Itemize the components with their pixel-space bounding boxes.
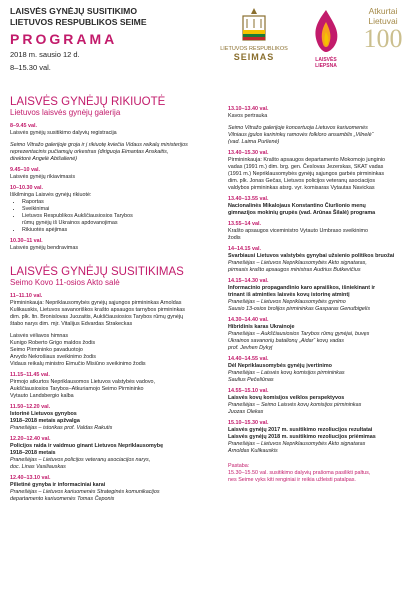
time-slot: 10.30–11 val. xyxy=(10,238,43,244)
item-text: Kavos pertrauka xyxy=(228,113,268,119)
item-text: Pirmininkauja: Nepriklausomybės gynėjų sąjungos pirmininkas Arnoldas Kulikauskis, Lietuvos savanoriškos krašto apsaugos tarnybos pirmininkas dim. plk. ltn. Bronislovas Juozaitis, Aukščiausiosios Tarybos rūmų gynėjų štabo narys dim. mjr. Vitalijus Edvardas Strakeckas xyxy=(10,300,185,327)
speaker: Pranešėjas – Lietuvos policijos veteranų asociacijos narys, doc. Linas Vasiliauskas xyxy=(10,457,151,470)
time-slot: 12.20–12.40 val. xyxy=(10,436,51,442)
logos xyxy=(218,6,408,78)
time-slot: 15.10–15.30 val. xyxy=(228,420,269,426)
right-column xyxy=(228,106,410,484)
time-slot: 11.15–11.45 val. xyxy=(10,372,50,378)
time-slot: 13.40–13.55 val. xyxy=(228,196,269,202)
title-line-2: LIETUVOS RESPUBLIKOS SEIME xyxy=(10,17,147,27)
time-slot: 10–10.30 val. xyxy=(10,185,43,191)
time-slot: 13.40–15.30 val. xyxy=(228,150,269,156)
talk-title: Laisvės gynėjų 2017 m. susitikimo rezoliucijos rezultatai Laisvės gynėjų 2018 m. susitikimo rezoliucijos priėmimas xyxy=(228,427,376,440)
time-slot: 12.40–13.10 val. xyxy=(10,475,51,481)
item-note: Seimo Vitražo galerijoje koncertuoja Lietuvos kariuomenės Vilniaus įgulos karininkų ramovės folkloro ansamblis „Vilnelė“ (vad. Laima Purlienė) xyxy=(228,125,374,145)
time-slot: 13.55–14 val. xyxy=(228,221,261,227)
talk-title: Policijos raida ir vaidmuo ginant Lietuvos Nepriklausomybę 1918–2018 metais xyxy=(10,443,164,456)
talk-title: Svarbiausi Lietuvos valstybės gynybai užsienio politikos bruožai xyxy=(228,253,395,259)
time-slot: 14.40–14.55 val. xyxy=(228,356,269,362)
title-line-1: LAISVĖS GYNĖJŲ SUSITIKIMO xyxy=(10,6,138,16)
time-slot: 14.15–14.30 val. xyxy=(228,278,269,284)
atkurtai-line-1: Atkurtai xyxy=(368,6,398,16)
time-slot: 14–14.15 val. xyxy=(228,246,261,252)
time-slot: 13.10–13.40 val. xyxy=(228,106,269,112)
speaker: Pranešėjas – istorikas prof. Valdas Rakutis xyxy=(10,425,113,431)
left-column xyxy=(10,96,215,503)
seimas-emblem-icon xyxy=(239,6,269,42)
list-item: • Raportas xyxy=(22,199,215,206)
section-2-title: LAISVĖS GYNĖJŲ SUSITIKIMAS xyxy=(10,266,184,278)
atkurtai-100: 100 xyxy=(363,24,403,53)
event-date: 2018 m. sausio 12 d. xyxy=(10,50,80,59)
talk-title: Laisvės kovų komisijos veiklos perspektyvos xyxy=(228,395,345,401)
item-text: Laisvės gynėjų bendravimas xyxy=(10,245,79,251)
atkurtai-line-2: Lietuvai xyxy=(368,16,398,26)
item-text: Krašto apsaugos viceministro Vytauto Umbraso sveikinimo žodis xyxy=(228,228,369,241)
time-slot: 11–11.10 val. xyxy=(10,293,43,299)
list-item: • Sveikinimai xyxy=(22,206,215,213)
item-text: Pirmojo atkurtos Nepriklausomos Lietuvos valstybės vadovo, Aukščiausiosios Tarybos–Atkuriamojo Seimo Pirmininko Vytauto Landsbergio kalba xyxy=(10,379,156,399)
speaker: Pranešėjas – Seimo Laisvės kovų komisijos pirmininkas Juozas Olekas xyxy=(228,402,362,415)
item-text: Pirmininkauja: Krašto apsaugos departamento Mokomojo junginio vadas (1991 m.) dim. brg. gen. Česlovas Jezerskas, SKAT vadas (1991 m.) Nepriklausomybės gynėjų sąjungos garbės pirmininkas dim. plk. Jonas Gečas, Lietuvos policijos veteranų asociacijos valdybos pirmininkas atsrg. vyr. komisaras Vytautas Navickas xyxy=(228,157,386,191)
item-text: Laisvės gynėjų susitikimo dalyvių registracija xyxy=(10,130,117,136)
section-1-subtitle: Lietuvos laisvės gynėjų galerija xyxy=(10,108,121,117)
speaker: Pranešėjas – Aukščiausiosios Tarybos rūmų gynėjai, buvęs Ukrainos savanorių batalionų „Aidar“ kovų vadas prof. Jevhen Dykyj xyxy=(228,331,370,351)
speaker: Pranešėjas – Lietuvos Nepriklausomybės gynimo Sausio 13-osios brolijos pirmininkas Gasparas Genutbigelis xyxy=(228,299,371,312)
rikiuote-list xyxy=(10,199,215,234)
header xyxy=(10,6,210,72)
time-slot: 14.30–14.40 val. xyxy=(228,317,269,323)
atkurtai-lietuvai-logo xyxy=(356,6,410,52)
seimas-logo xyxy=(218,6,290,62)
talk-title: Dėl Nepriklausomybės gynėjų įvertinimo xyxy=(228,363,332,369)
liepsna-logo xyxy=(306,8,346,69)
footnote: Pastaba: 15.30–15.50 val. susitikimo dalyvių prašoma pasilikti paltus, nes Seime vyks kiti renginiai ir reikia užleisti patalpas. xyxy=(228,463,371,483)
time-slot: 9.45–10 val. xyxy=(10,167,40,173)
item-text: Laisvės vėliavos himnas Kunigo Roberto Grigo maldos žodis Seimo Pirmininko pavaduotojo Arvydo Nekrošiaus sveikinimo žodis Vidaus reikalų ministro Eimučio Misiūno sveikinimo žodis xyxy=(10,333,146,367)
list-item: • Lietuvos Respublikos Aukščiausiosios Tarybos rūmų gynėjų iš Ukrainos apdovanojimas xyxy=(22,213,215,227)
speaker: Pranešėjas – Lietuvos kariuomenės Strateginės komunikacijos departamento kariuomenės Tomas Čeponis xyxy=(10,489,160,502)
time-slot: 11.50–12.20 val. xyxy=(10,404,51,410)
item-text: Iškilminga Laisvės gynėjų rikiuotė: xyxy=(10,192,92,198)
section-1-title: LAISVĖS GYNĖJŲ RIKIUOTĖ xyxy=(10,96,166,108)
speaker: Pranešėjas – Lietuvos Nepriklausomybės Akto signataras, pirmasis krašto apsaugos ministras Audrius Butkevičius xyxy=(228,260,367,273)
speaker: Pranešėjas – Laisvės kovų komisijos pirmininkas Saulius Pečeliūnas xyxy=(228,370,345,383)
event-time: 8–15.30 val. xyxy=(10,62,51,72)
programa-heading: PROGRAMA xyxy=(10,31,118,47)
talk-title: Informacinio propagandinio karo apraiškos, išniekinant ir trinant iš atminties laisvės kovų istorinę atmintį xyxy=(228,285,376,298)
talk-title: Hibridinis karas Ukrainoje xyxy=(228,324,295,330)
list-item: • Rikiuotės apėjimas xyxy=(22,227,215,234)
talk-title: Istorinė Lietuvos gynybos 1918–2018 metais apžvalga xyxy=(10,411,80,424)
item-text: Laisvės gynėjų rikiavimasis xyxy=(10,174,76,180)
section-2-subtitle: Seimo Kovo 11-osios Akto salė xyxy=(10,278,120,287)
flame-icon xyxy=(309,8,343,54)
talk-title: Nacionalinės Mikalojaus Konstantino Čiurlionio menų gimnazijos mokinių grupės (vad. Arūnas Šilalė) programa xyxy=(228,203,376,216)
seimas-logo-line-2: SEIMAS xyxy=(233,52,275,62)
item-note: Seimo Vitražo galerijoje groja ir į rikiuotę kviečia Vidaus reikalų ministerijos reprezentacinis pučiamųjų orkestras (diriguoja Eimantas Anskaitis, direktorė Angelė Abišalienė) xyxy=(10,142,188,162)
talk-title: Pilietinė gynyba ir informaciniai karai xyxy=(10,482,106,488)
liepsna-label: LAISVĖS LIEPSNA xyxy=(315,57,337,69)
speaker: Pranešėjas – Lietuvos Nepriklausomybės Akto signataras Arnoldas Kulikauskis xyxy=(228,441,366,454)
time-slot: 14.55–15.10 val. xyxy=(228,388,269,394)
time-slot: 8–9.45 val. xyxy=(10,123,37,129)
seimas-logo-line-1: LIETUVOS RESPUBLIKOS xyxy=(220,46,288,52)
